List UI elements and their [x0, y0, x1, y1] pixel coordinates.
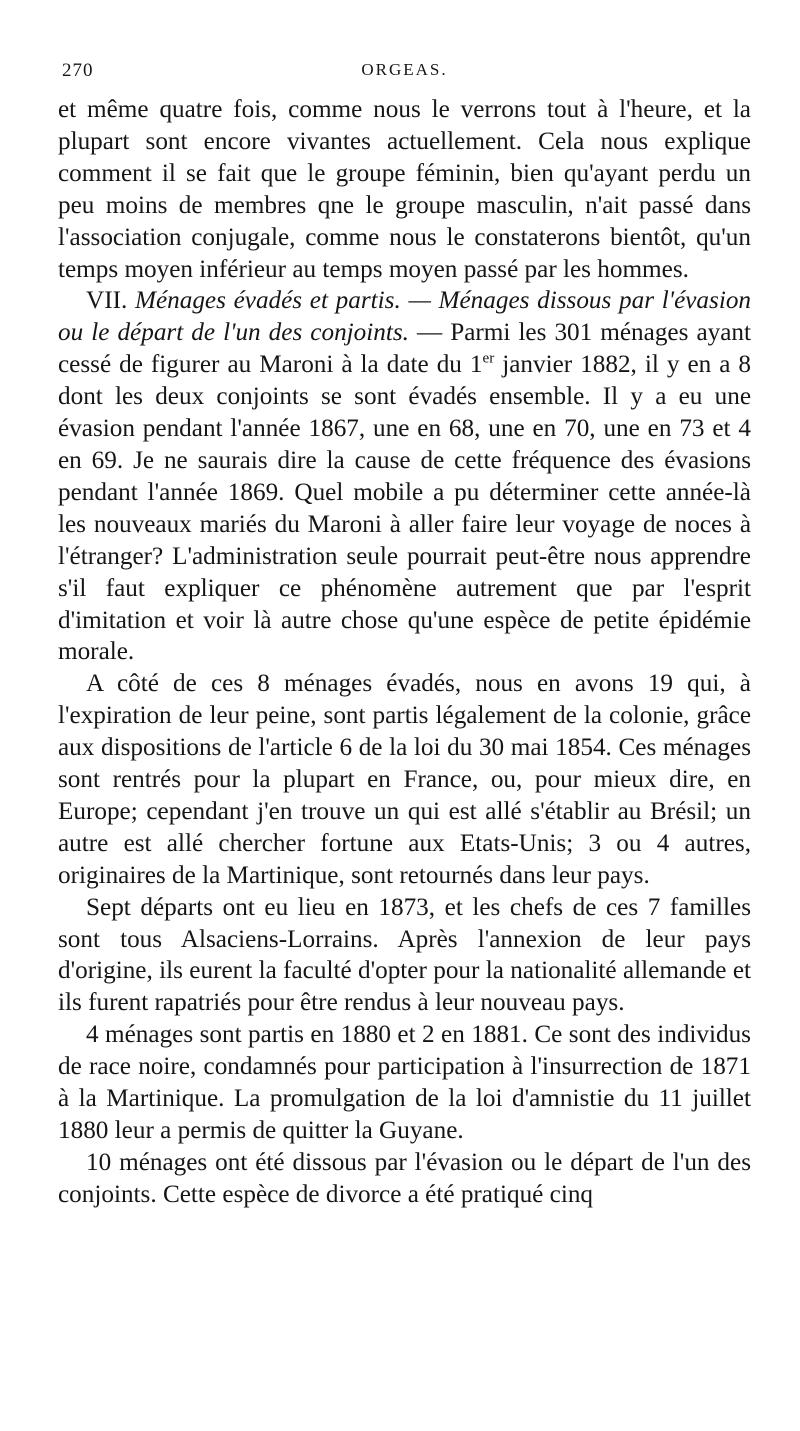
- paragraph-2-section-vii: [58, 285, 751, 668]
- paragraph-3: A côté de ces 8 ménages évadés, nous en avons 19 qui, à l'expiration de leur peine, sont partis légalement de la colonie, grâce aux dispositions de l'article 6 de la loi du 30 mai 1854. Ces ménages sont rentrés pour la plupart en France, ou, pour mieux dire, en Europe; cependant j'en trouve un qui est allé s'établir au Brésil; un autre est allé chercher fortune aux Etats-Unis; 3 ou 4 autres, originaires de la Martinique, sont retournés dans leur pays.: [58, 670, 751, 889]
- running-head: [58, 60, 751, 94]
- page-number: 270: [62, 60, 94, 81]
- body-text: [58, 94, 751, 1211]
- paragraph-5: 4 ménages sont partis en 1880 et 2 en 1881. Ce sont des individus de race noire, condamnés pour participation à l'insurrection de 1871 à la Martinique. La promulgation de la loi d'amnistie du 11 juillet 1880 leur a permis de quitter la Guyane.: [58, 1021, 751, 1144]
- superscript-er: er: [482, 350, 495, 367]
- paragraph-2-text-a: — Parmi les 301 ménages ayant cessé de figurer au Maroni à la date du 1: [58, 319, 751, 379]
- paragraph-2-text-b: janvier 1882, il y en a 8 dont les deux conjoints se sont évadés ensemble. Il y a eu une évasion pendant l'année 1867, une en 68, une en 70, une en 73 et 4 en 69. Je ne saurais dire la cause de cette fréquence des évasions pendant l'année 1869. Quel mobile a pu déterminer cette année-là les nouveaux mariés du Maroni à aller faire leur voyage de noces à l'étranger? L'administration seule pourrait peut-être nous apprendre s'il faut expliquer ce phénomène autrement que par l'esprit d'imitation et voir là autre chose qu'une espèce de petite épidémie morale.: [58, 351, 751, 666]
- section-number: VII.: [86, 287, 128, 315]
- book-page: [58, 60, 751, 1211]
- running-title: ORGEAS.: [361, 60, 448, 79]
- paragraph-1: et même quatre fois, comme nous le verrons tout à l'heure, et la plupart sont encore vivantes actuellement. Cela nous explique comment il se fait que le groupe féminin, bien qu'ayant perdu un peu moins de membres qne le groupe masculin, n'ait passé dans l'association conjugale, comme nous le constaterons bientôt, qu'un temps moyen inférieur au temps moyen passé par les hommes.: [58, 96, 751, 283]
- section-heading: Ménages évadés et partis. — Ménages dissous par l'évasion ou le départ de l'un des conjoints.: [58, 287, 752, 347]
- paragraph-4: Sept départs ont eu lieu en 1873, et les chefs de ces 7 familles sont tous Alsaciens-Lorrains. Après l'annexion de leur pays d'origine, ils eurent la faculté d'opter pour la nationalité allemande et ils furent rapatriés pour être rendus à leur nouveau pays.: [58, 893, 751, 1017]
- paragraph-6: 10 ménages ont été dissous par l'évasion ou le départ de l'un des conjoints. Cette espèce de divorce a été pratiqué cinq: [58, 1148, 751, 1208]
